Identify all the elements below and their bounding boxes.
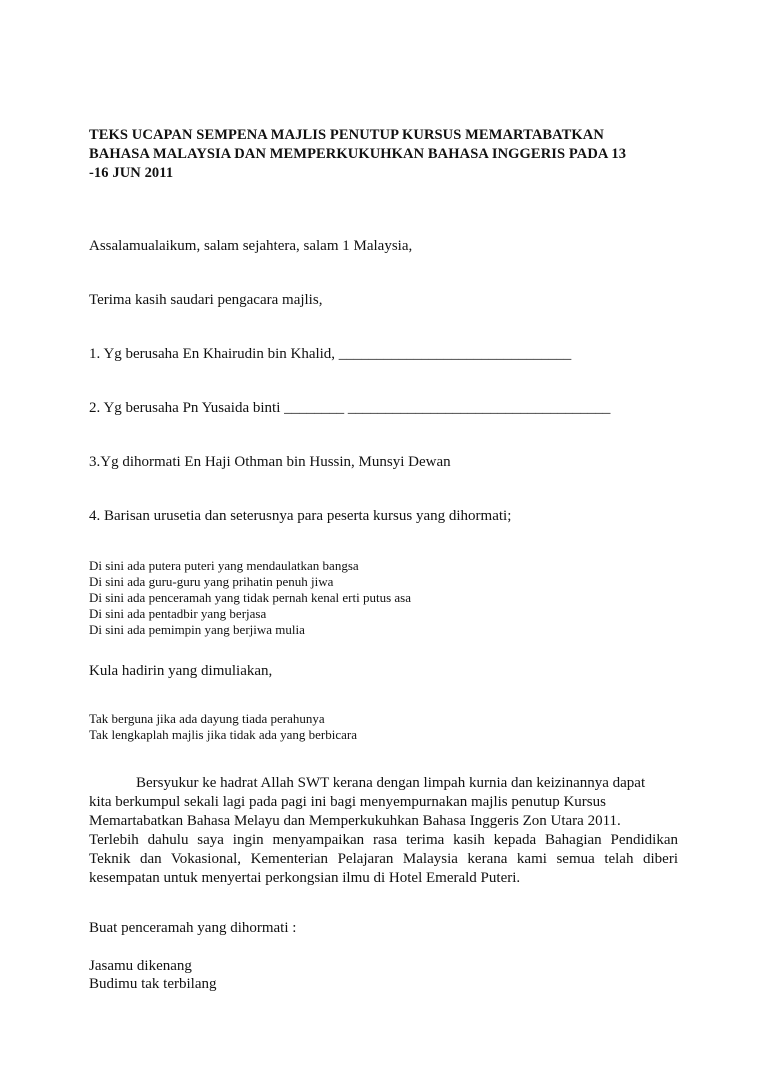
salutation-2: 2. Yg berusaha Pn Yusaida binti ________ ___________________________________ bbox=[89, 400, 611, 416]
verse-line: Tak berguna jika ada dayung tiada perahunya bbox=[89, 711, 325, 726]
verse-1 bbox=[89, 558, 411, 638]
verse-2 bbox=[89, 711, 357, 743]
document-title bbox=[89, 126, 689, 183]
greeting: Assalamualaikum, salam sejahtera, salam 1 Malaysia, bbox=[89, 238, 413, 254]
verse-line: Jasamu dikenang bbox=[89, 958, 192, 974]
paragraph-line: Teknik dan Vokasional, Kementerian Pelajaran Malaysia kerana kami semua telah diberi bbox=[89, 851, 678, 867]
address-audience: Kula hadirin yang dimuliakan, bbox=[89, 663, 273, 679]
salutation-4: 4. Barisan urusetia dan seterusnya para peserta kursus yang dihormati; bbox=[89, 508, 512, 524]
title-line-2: BAHASA MALAYSIA DAN MEMPERKUKUHKAN BAHASA INGGERIS PADA 13 bbox=[89, 146, 627, 162]
verse-line: Di sini ada putera puteri yang mendaulatkan bangsa bbox=[89, 558, 359, 573]
verse-line: Budimu tak terbilang bbox=[89, 976, 217, 992]
title-line-1: TEKS UCAPAN SEMPENA MAJLIS PENUTUP KURSUS MEMARTABATKAN bbox=[89, 127, 604, 143]
title-line-3: -16 JUN 2011 bbox=[89, 165, 174, 181]
paragraph-line: Bersyukur ke hadrat Allah SWT kerana dengan limpah kurnia dan keizinannya dapat bbox=[136, 775, 646, 791]
verse-line: Tak lengkaplah majlis jika tidak ada yang berbicara bbox=[89, 727, 358, 742]
verse-line: Di sini ada pemimpin yang berjiwa mulia bbox=[89, 622, 305, 637]
paragraph-line: Terlebih dahulu saya ingin menyampaikan rasa terima kasih kepada Bahagian Pendidikan bbox=[89, 832, 678, 848]
thanks-emcee: Terima kasih saudari pengacara majlis, bbox=[89, 292, 323, 308]
paragraph-line: Memartabatkan Bahasa Melayu dan Memperkukuhkan Bahasa Inggeris Zon Utara 2011. bbox=[89, 813, 621, 829]
paragraph-line: kesempatan untuk menyertai perkongsian ilmu di Hotel Emerald Puteri. bbox=[89, 870, 521, 886]
verse-line: Di sini ada pentadbir yang berjasa bbox=[89, 606, 267, 621]
paragraph-line: kita berkumpul sekali lagi pada pagi ini bagi menyempurnakan majlis penutup Kursus bbox=[89, 794, 606, 810]
salutation-1: 1. Yg berusaha En Khairudin bin Khalid, _______________________________ bbox=[89, 346, 572, 362]
verse-line: Di sini ada guru-guru yang prihatin penuh jiwa bbox=[89, 574, 334, 589]
salutation-3: 3.Yg dihormati En Haji Othman bin Hussin, Munsyi Dewan bbox=[89, 454, 451, 470]
verse-3 bbox=[89, 957, 216, 993]
speaker-address: Buat penceramah yang dihormati : bbox=[89, 920, 297, 936]
verse-line: Di sini ada penceramah yang tidak pernah kenal erti putus asa bbox=[89, 590, 411, 605]
main-paragraph bbox=[89, 774, 678, 888]
